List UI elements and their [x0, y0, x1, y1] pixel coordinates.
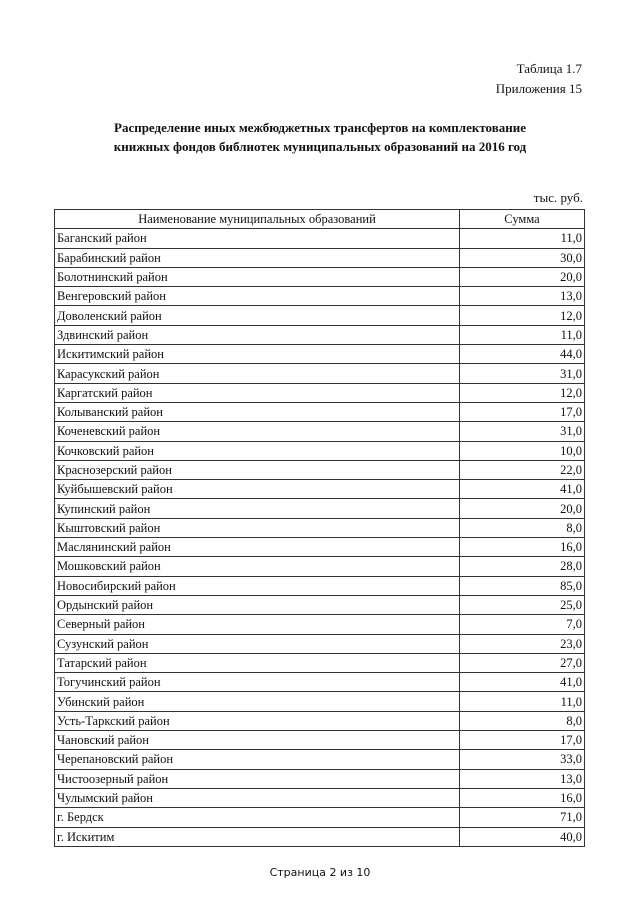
table-row: [55, 364, 585, 383]
sum-cell: 20,0: [460, 267, 585, 286]
table-row: [55, 422, 585, 441]
municipality-name-cell: Коченевский район: [55, 422, 460, 441]
municipality-name-cell: Чановский район: [55, 731, 460, 750]
table-row: [55, 538, 585, 557]
sum-cell: 12,0: [460, 383, 585, 402]
table-row: [55, 325, 585, 344]
table-row: [55, 557, 585, 576]
sum-cell: 30,0: [460, 248, 585, 267]
municipality-name-cell: Маслянинский район: [55, 538, 460, 557]
sum-cell: 17,0: [460, 731, 585, 750]
municipality-name-cell: Чулымский район: [55, 788, 460, 807]
table-row: [55, 518, 585, 537]
table-row: [55, 750, 585, 769]
sum-cell: 10,0: [460, 441, 585, 460]
table-row: [55, 827, 585, 846]
sum-cell: 85,0: [460, 576, 585, 595]
table-row: [55, 673, 585, 692]
sum-cell: 11,0: [460, 692, 585, 711]
table-row: [55, 576, 585, 595]
sum-cell: 41,0: [460, 673, 585, 692]
table-row: [55, 769, 585, 788]
sum-cell: 16,0: [460, 538, 585, 557]
municipality-name-cell: Кочковский район: [55, 441, 460, 460]
municipality-name-cell: Чистоозерный район: [55, 769, 460, 788]
sum-cell: 8,0: [460, 711, 585, 730]
sum-cell: 20,0: [460, 499, 585, 518]
sum-cell: 11,0: [460, 325, 585, 344]
sum-cell: 8,0: [460, 518, 585, 537]
table-row: [55, 460, 585, 479]
sum-cell: 31,0: [460, 422, 585, 441]
sum-cell: 11,0: [460, 229, 585, 248]
column-header-sum: Сумма: [460, 210, 585, 229]
municipality-name-cell: Карасукский район: [55, 364, 460, 383]
municipality-name-cell: Новосибирский район: [55, 576, 460, 595]
table-row: [55, 692, 585, 711]
table-row: [55, 383, 585, 402]
municipality-name-cell: г. Искитим: [55, 827, 460, 846]
table-row: [55, 711, 585, 730]
sum-cell: 12,0: [460, 306, 585, 325]
sum-cell: 28,0: [460, 557, 585, 576]
sum-cell: 17,0: [460, 402, 585, 421]
municipality-name-cell: Мошковский район: [55, 557, 460, 576]
municipality-name-cell: Баганский район: [55, 229, 460, 248]
municipality-name-cell: Венгеровский район: [55, 287, 460, 306]
document-title: Распределение иных межбюджетных трансфертов на комплектование книжных фондов библиотек муниципальных образований на 2016 год: [113, 120, 527, 154]
municipality-name-cell: Усть-Таркский район: [55, 711, 460, 730]
sum-cell: 16,0: [460, 788, 585, 807]
table-row: [55, 499, 585, 518]
table-row: [55, 402, 585, 421]
municipality-name-cell: Татарский район: [55, 653, 460, 672]
sum-cell: 40,0: [460, 827, 585, 846]
table-row: [55, 480, 585, 499]
municipality-name-cell: Краснозерский район: [55, 460, 460, 479]
sum-cell: 13,0: [460, 769, 585, 788]
municipality-name-cell: Убинский район: [55, 692, 460, 711]
table-number-label: Таблица 1.7: [516, 61, 582, 76]
sum-cell: 33,0: [460, 750, 585, 769]
table-row: [55, 808, 585, 827]
table-row: [55, 634, 585, 653]
table-row: [55, 306, 585, 325]
municipality-name-cell: Каргатский район: [55, 383, 460, 402]
municipality-name-cell: Тогучинский район: [55, 673, 460, 692]
units-label: тыс. руб.: [533, 190, 583, 205]
table-row: [55, 653, 585, 672]
table-row: [55, 248, 585, 267]
municipality-name-cell: Черепановский район: [55, 750, 460, 769]
sum-cell: 23,0: [460, 634, 585, 653]
sum-cell: 31,0: [460, 364, 585, 383]
municipality-name-cell: Купинский район: [55, 499, 460, 518]
table-row: [55, 788, 585, 807]
municipality-name-cell: Искитимский район: [55, 345, 460, 364]
municipality-name-cell: Колыванский район: [55, 402, 460, 421]
table-row: [55, 229, 585, 248]
table-row: [55, 441, 585, 460]
sum-cell: 71,0: [460, 808, 585, 827]
municipality-name-cell: Ордынский район: [55, 595, 460, 614]
municipality-name-cell: Сузунский район: [55, 634, 460, 653]
municipality-name-cell: Здвинский район: [55, 325, 460, 344]
column-header-name: Наименование муниципальных образований: [55, 210, 460, 229]
sum-cell: 27,0: [460, 653, 585, 672]
municipality-name-cell: Северный район: [55, 615, 460, 634]
table-row: [55, 731, 585, 750]
municipality-name-cell: Кыштовский район: [55, 518, 460, 537]
table-row: [55, 345, 585, 364]
table-row: [55, 287, 585, 306]
sum-cell: 7,0: [460, 615, 585, 634]
municipality-name-cell: Барабинский район: [55, 248, 460, 267]
sum-cell: 25,0: [460, 595, 585, 614]
page-footer: Страница 2 из 10: [269, 866, 371, 879]
table-row: [55, 267, 585, 286]
sum-cell: 41,0: [460, 480, 585, 499]
table-row: [55, 615, 585, 634]
sum-cell: 44,0: [460, 345, 585, 364]
municipality-name-cell: Куйбышевский район: [55, 480, 460, 499]
municipality-name-cell: Болотнинский район: [55, 267, 460, 286]
transfers-table: [54, 209, 585, 847]
sum-cell: 13,0: [460, 287, 585, 306]
table-row: [55, 595, 585, 614]
municipality-name-cell: Доволенский район: [55, 306, 460, 325]
sum-cell: 22,0: [460, 460, 585, 479]
table-header-row: [55, 210, 585, 229]
municipality-name-cell: г. Бердск: [55, 808, 460, 827]
appendix-label: Приложения 15: [495, 81, 582, 96]
